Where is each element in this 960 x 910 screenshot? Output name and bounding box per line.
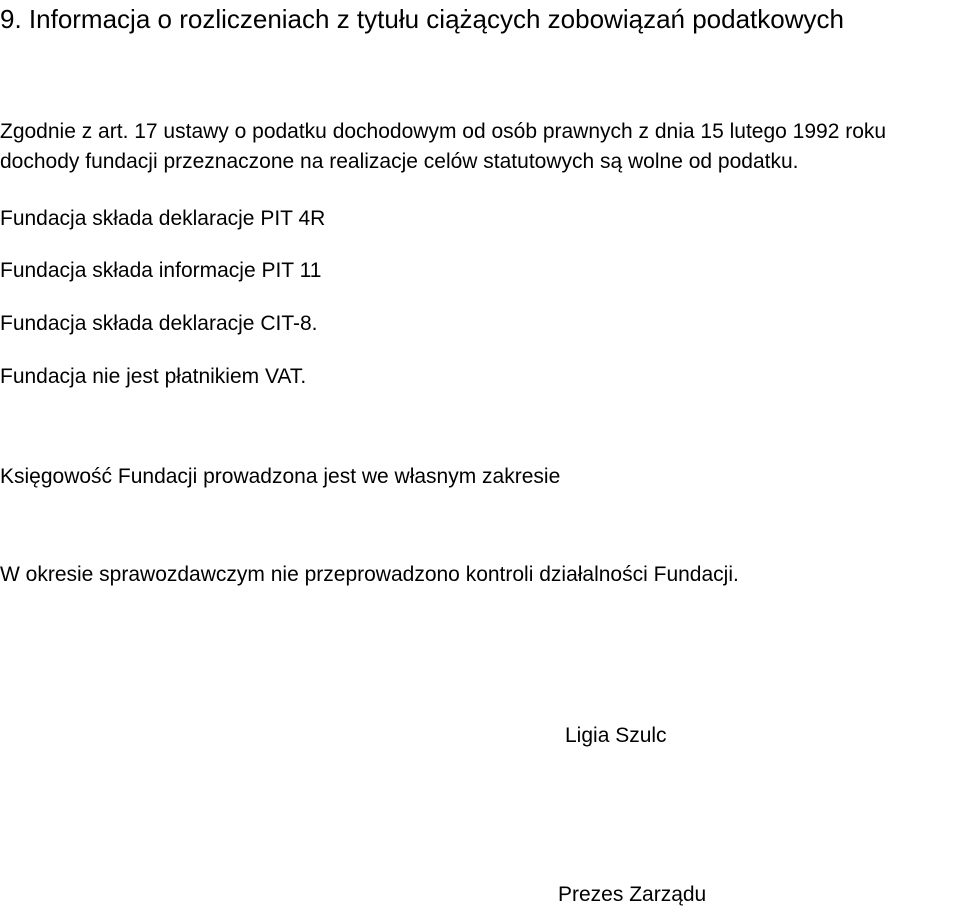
- vat-paragraph: Fundacja nie jest płatnikiem VAT.: [0, 365, 307, 388]
- pit4r-paragraph: Fundacja składa deklaracje PIT 4R: [0, 207, 326, 230]
- accounting-paragraph: Księgowość Fundacji prowadzona jest we własnym zakresie: [0, 465, 561, 488]
- tax-law-paragraph: Zgodnie z art. 17 ustawy o podatku dochodowym od osób prawnych z dnia 15 lutego 1992 roku dochody fundacji przeznaczone na realizacje celów statutowych są wolne od podatku.: [0, 120, 887, 173]
- signature-name: Ligia Szulc: [565, 724, 667, 747]
- section-title: 9. Informacja o rozliczeniach z tytułu ciążących zobowiązań podatkowych: [0, 4, 844, 34]
- cit8-paragraph: Fundacja składa deklaracje CIT-8.: [0, 312, 318, 335]
- audit-paragraph: W okresie sprawozdawczym nie przeprowadzono kontroli działalności Fundacji.: [0, 563, 739, 586]
- pit11-paragraph: Fundacja składa informacje PIT 11: [0, 259, 322, 282]
- signature-role: Prezes Zarządu: [558, 883, 707, 906]
